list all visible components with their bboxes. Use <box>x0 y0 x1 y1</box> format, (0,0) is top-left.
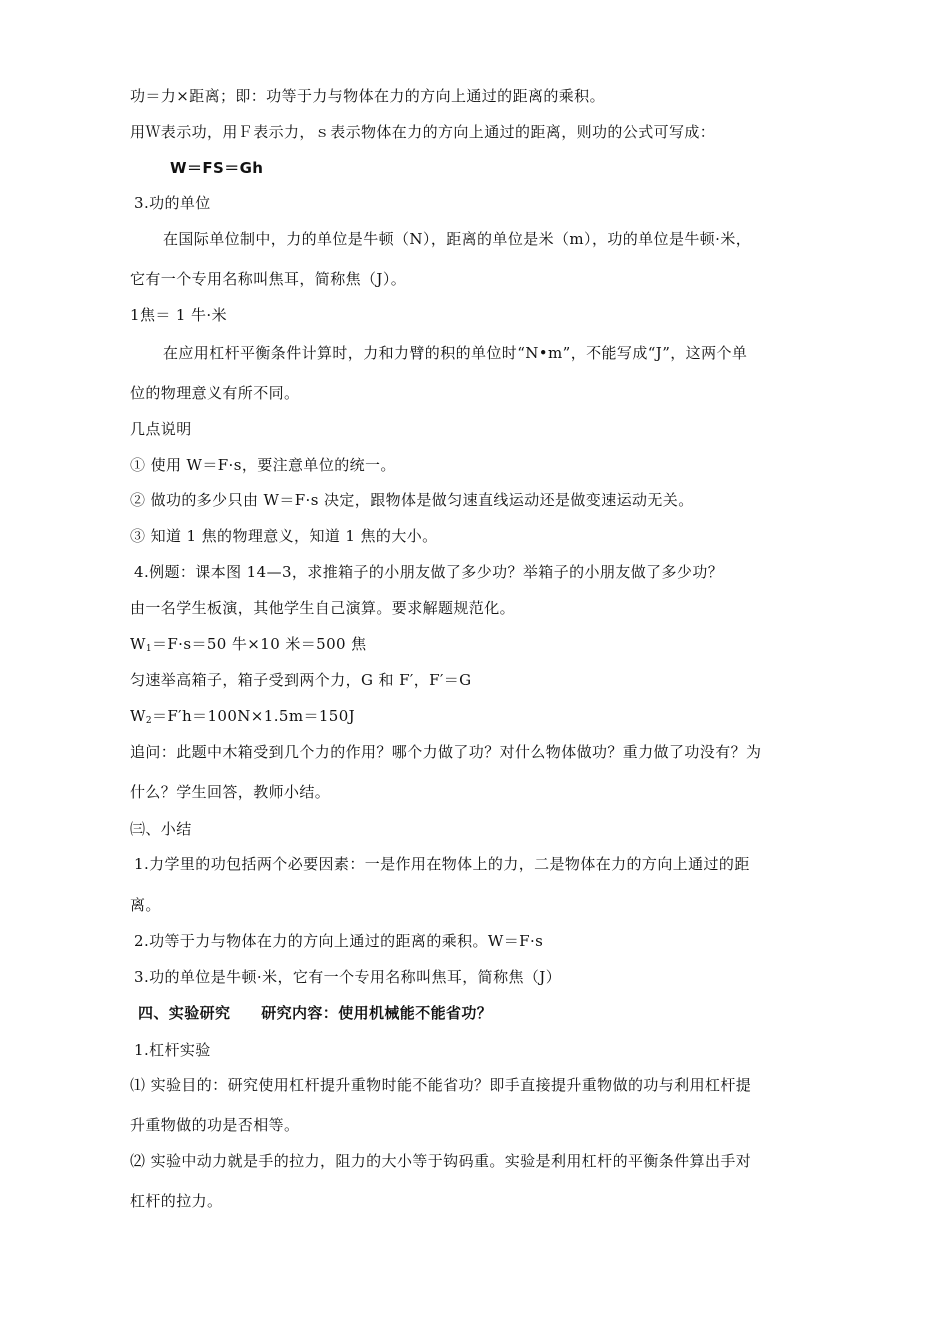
notes-heading: 几点说明 <box>130 420 192 438</box>
formula-intro-line: 用Ｗ表示功，用Ｆ表示力，ｓ表示物体在力的方向上通过的距离，则功的公式可写成： <box>130 123 716 141</box>
lever-paragraph-line-1: 在应用杠杆平衡条件计算时，力和力臂的积的单位时“N•m”，不能写成“J”，这两个单 <box>163 344 748 362</box>
note-item-3: ③ 知道 1 焦的物理意义，知道 1 焦的大小。 <box>130 527 438 545</box>
joule-equation: 1焦＝ 1 牛·米 <box>130 306 227 324</box>
example-instruction: 由一名学生板演，其他学生自己演算。要求解题规范化。 <box>130 599 516 617</box>
section-heading-unit: 3.功的单位 <box>134 194 211 212</box>
note-item-2: ② 做功的多少只由 W＝F·s 决定，跟物体是做匀速直线运动还是做变速运动无关。 <box>130 491 694 509</box>
summary-item-2: 2.功等于力与物体在力的方向上通过的距离的乘积。W＝F·s <box>134 932 544 950</box>
summary-heading: ㈢、小结 <box>130 820 192 838</box>
summary-item-1-line-1: 1.力学里的功包括两个必要因素：一是作用在物体上的力，二是物体在力的方向上通过的距 <box>134 855 750 873</box>
experiment-force-line-1: ⑵ 实验中动力就是手的拉力，阻力的大小等于钩码重。实验是利用杠杆的平衡条件算出手对 <box>130 1152 752 1170</box>
equation-w2: $W_2=F'h=100N\times 1.5m=150J$ <box>130 707 356 726</box>
equation-w1: $W_1=F\cdot s=50$ 牛×10 米＝500 焦 <box>130 635 367 654</box>
followup-question-line-1: 追问：此题中木箱受到几个力的作用？哪个力做了功？对什么物体做功？重力做了功没有？为 <box>130 743 762 761</box>
example-heading: 4.例题：课本图 14—3，求推箱子的小朋友做了多少功？举箱子的小朋友做了多少功？ <box>134 563 724 581</box>
lever-experiment-heading: 1.杠杆实验 <box>134 1041 211 1059</box>
unit-paragraph-line-1: 在国际单位制中，力的单位是牛顿（N），距离的单位是米（m），功的单位是牛顿·米， <box>163 230 752 248</box>
experiment-force-line-2: 杠杆的拉力。 <box>130 1192 223 1210</box>
experiment-purpose-line-1: ⑴ 实验目的：研究使用杠杆提升重物时能不能省功？即手直接提升重物做的功与利用杠杆提 <box>130 1076 752 1094</box>
experiment-section-heading: 四、实验研究 研究内容：使用机械能不能省功？ <box>138 1004 493 1022</box>
lever-paragraph-line-2: 位的物理意义有所不同。 <box>130 384 300 402</box>
summary-item-3: 3.功的单位是牛顿·米，它有一个专用名称叫焦耳，简称焦（J） <box>134 968 562 986</box>
unit-paragraph-line-2: 它有一个专用名称叫焦耳，简称焦（J）。 <box>130 270 407 288</box>
followup-question-line-2: 什么？学生回答，教师小结。 <box>130 783 331 801</box>
work-definition-line: 功＝力×距离；即：功等于力与物体在力的方向上通过的距离的乘积。 <box>130 87 605 105</box>
summary-item-1-line-2: 离。 <box>130 896 161 914</box>
work-formula: W＝FS＝Gh <box>170 159 264 177</box>
lift-box-line: 匀速举高箱子，箱子受到两个力，G 和 F′，F′＝G <box>130 671 472 689</box>
experiment-purpose-line-2: 升重物做的功是否相等。 <box>130 1116 300 1134</box>
note-item-1: ① 使用 W＝F·s，要注意单位的统一。 <box>130 456 396 474</box>
